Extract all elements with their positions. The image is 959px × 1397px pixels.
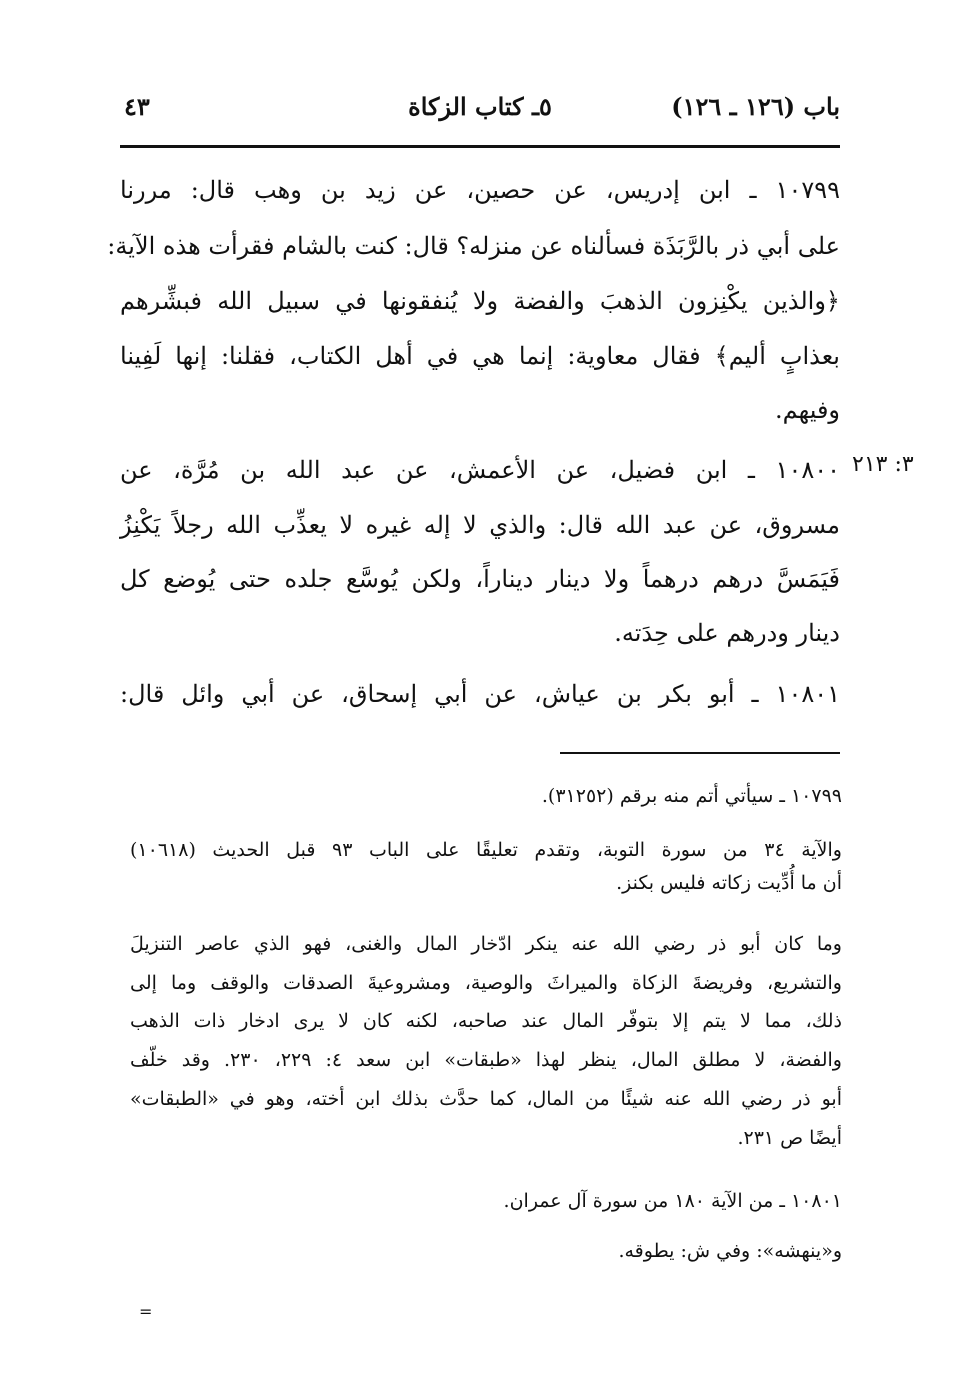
page-header xyxy=(120,92,840,132)
hadith-line: ١٠٧٩٩ ـ ابن إدريس، عن حصين، عن زيد بن وهب قال: مررنا xyxy=(120,176,840,204)
footnote-line: و«ينهشه»: وفي ش: يطوقه. xyxy=(618,1240,842,1262)
hadith-line: على أبي ذر بالرَّبَذَة فسألناه عن منزله؟ قال: كنت بالشام فقرأت هذه الآية: xyxy=(107,232,840,260)
footnote-line: ١٠٨٠١ ـ من الآية ١٨٠ من سورة آل عمران. xyxy=(503,1190,842,1212)
footnote-line: وما كان أبو ذر رضي الله عنه ينكر ادّخار المال والغنى، فهو الذي عاصر التنزيلَ xyxy=(130,933,842,955)
footnote-divider xyxy=(560,752,840,754)
hadith-line: مسروق، عن عبد الله قال: والذي لا إله غيره لا يعذِّب الله رجلاً يَكْنِزُ xyxy=(120,511,840,539)
chapter-title: باب (١٢٦ ـ ١٢٦) xyxy=(671,92,840,121)
footnote-line: والتشريع، وفريضةَ الزكاة والميراثَ والوصية، ومشروعيةَ الصدقات والوقف وما إلى xyxy=(130,972,842,994)
hadith-line: بعذابٍ أليم﴾ فقال معاوية: إنما هي في أهل الكتاب، فقلنا: إنها لَفِينا xyxy=(120,342,840,370)
hadith-line: فَيَمَسَّ درهم درهماً ولا دينار ديناراً، ولكن يُوسَّع جلده حتى يُوضع كل xyxy=(120,565,840,593)
hadith-line: ١٠٨٠١ ـ أبو بكر بن عياش، عن أبي إسحاق، عن أبي وائل قال: xyxy=(120,680,840,708)
footnote-line: أن ما أُدِّيت زكاته فليس بكنز. xyxy=(616,872,842,894)
margin-reference: ٣: ٢١٣ xyxy=(852,452,914,477)
header-rule xyxy=(120,145,840,148)
footnote-line: ذلك، مما لا يتم إلا بتوفّر المال عند صاحبه، لكنه كان لا يرى ادخار ذات الذهب xyxy=(130,1010,842,1032)
hadith-line: ١٠٨٠٠ ـ ابن فضيل، عن الأعمش، عن عبد الله بن مُرَّة، عن xyxy=(120,456,840,484)
hadith-line: وفيهم. xyxy=(775,396,840,424)
footnote-line: والفضة، لا مطلق المال، ينظر لهذا «طبقات» ابن سعد ٤: ٢٢٩، ٢٣٠. وقد خلّف xyxy=(130,1049,842,1071)
continuation-mark: = xyxy=(139,1302,153,1321)
page-number: ٤٣ xyxy=(124,92,150,121)
footnote-line: والآية ٣٤ من سورة التوبة، وتقدم تعليقًا على الباب ٩٣ قبل الحديث (١٠٦١٨) xyxy=(130,839,842,861)
footnote-line: أيضًا ص ٢٣١. xyxy=(737,1127,842,1149)
footnote-line: ١٠٧٩٩ ـ سيأتي أتم منه برقم (٣١٢٥٢). xyxy=(541,785,842,807)
footnote-line: أبو ذر رضي الله عنه شيئًا من المال، كما حدَّث بذلك ابن أخته، وهو في «الطبقات» xyxy=(130,1088,842,1110)
book-title: ٥ـ كتاب الزكاة xyxy=(408,92,552,121)
hadith-line: دينار ودرهم على حِدَته. xyxy=(614,619,840,647)
hadith-line: ﴿والذين يكْنِزون الذهبَ والفضة ولا يُنفقونها في سبيل الله فبشِّرهم xyxy=(120,287,840,315)
